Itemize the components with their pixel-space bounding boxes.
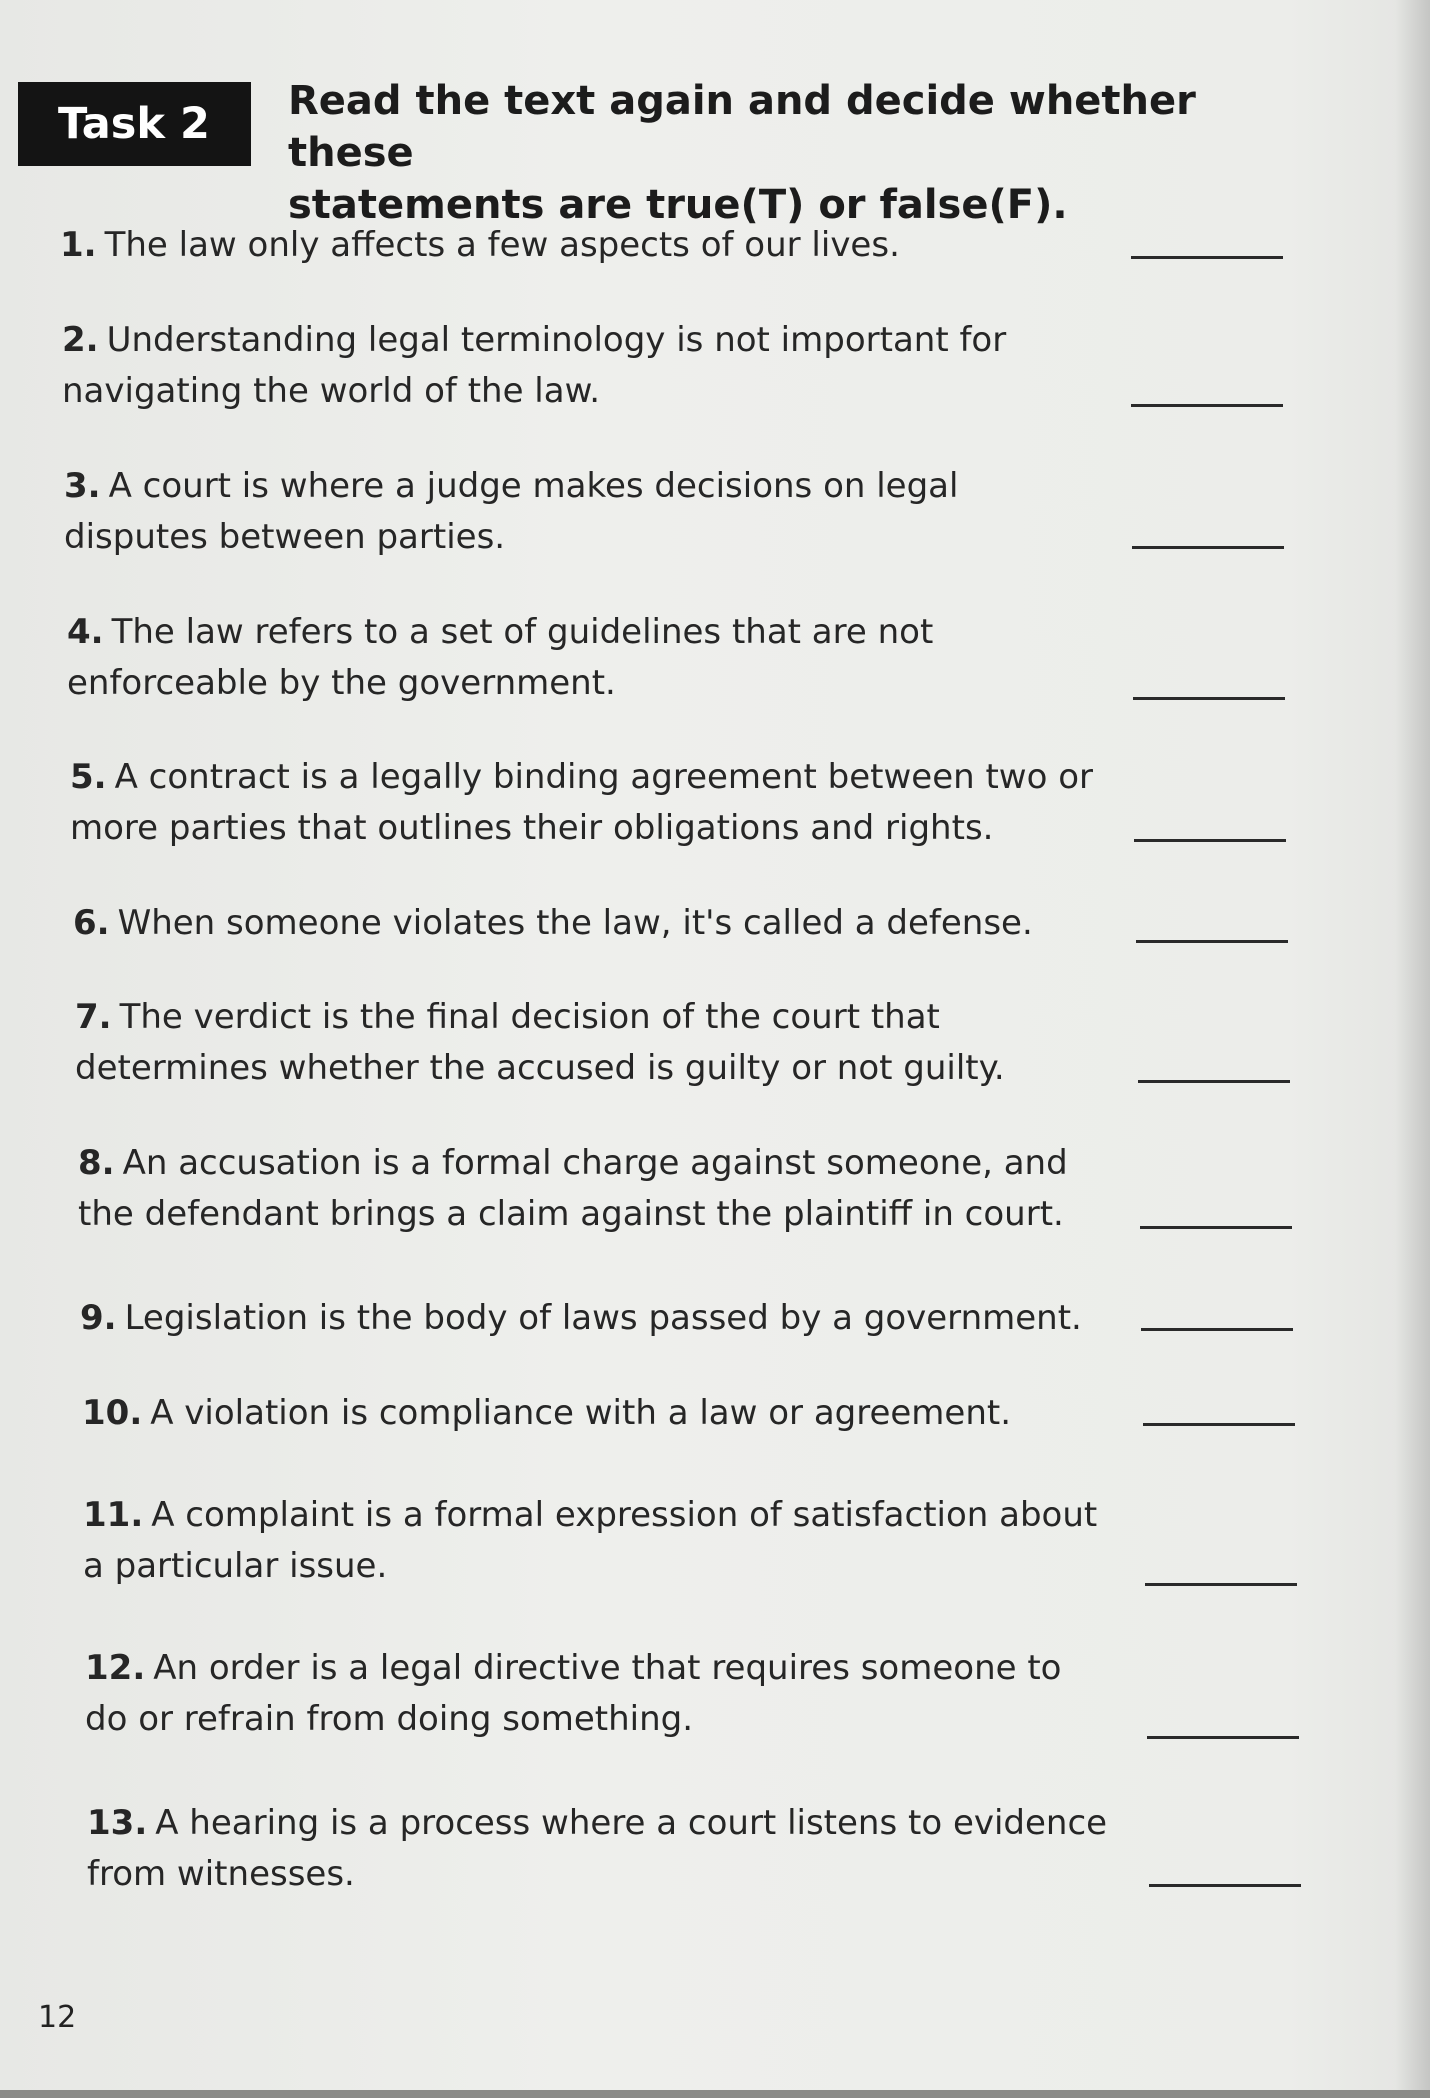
answer-blank-11[interactable] <box>1145 1583 1297 1586</box>
question-text: A complaint is a formal expression of satisfaction about <box>151 1495 1098 1535</box>
question-2 <box>62 315 1092 417</box>
question-text: Legislation is the body of laws passed by a government. <box>124 1298 1082 1338</box>
question-12 <box>85 1643 1115 1745</box>
answer-blank-4[interactable] <box>1133 697 1285 700</box>
question-number: 6. <box>73 903 110 943</box>
question-7 <box>75 992 1105 1094</box>
answer-blank-9[interactable] <box>1141 1328 1293 1331</box>
answer-blank-7[interactable] <box>1138 1080 1290 1083</box>
answer-blank-2[interactable] <box>1131 404 1283 407</box>
answer-blank-13[interactable] <box>1149 1884 1301 1887</box>
question-9 <box>80 1293 1110 1344</box>
page-number: 12 <box>38 2000 77 2035</box>
task-instruction <box>288 75 1288 231</box>
question-text: The law only affects a few aspects of our lives. <box>104 225 900 265</box>
question-number: 1. <box>60 225 97 265</box>
question-number: 9. <box>80 1298 117 1338</box>
question-text: The verdict is the final decision of the court that <box>119 997 940 1037</box>
question-text: A court is where a judge makes decisions on legal <box>108 466 959 506</box>
question-text: When someone violates the law, it's called a defense. <box>117 903 1033 943</box>
question-number: 2. <box>62 320 99 360</box>
question-number: 3. <box>64 466 101 506</box>
question-number: 7. <box>75 997 112 1037</box>
question-text: A hearing is a process where a court listens to evidence <box>155 1803 1108 1843</box>
question-6 <box>73 898 1103 949</box>
answer-blank-3[interactable] <box>1132 546 1284 549</box>
question-text-continued: from witnesses. <box>87 1854 355 1894</box>
question-number: 10. <box>82 1393 143 1433</box>
question-number: 13. <box>87 1803 148 1843</box>
answer-blank-12[interactable] <box>1147 1736 1299 1739</box>
question-8 <box>78 1138 1108 1240</box>
question-number: 12. <box>85 1648 146 1688</box>
question-text: The law refers to a set of guidelines that are not <box>111 612 934 652</box>
question-number: 11. <box>83 1495 144 1535</box>
question-13 <box>87 1798 1117 1900</box>
question-text-continued: enforceable by the government. <box>67 663 616 703</box>
question-4 <box>67 607 1097 709</box>
question-text: Understanding legal terminology is not important for <box>106 320 1007 360</box>
answer-blank-10[interactable] <box>1143 1423 1295 1426</box>
question-11 <box>83 1490 1113 1592</box>
question-text: An accusation is a formal charge against someone, and <box>122 1143 1068 1183</box>
answer-blank-5[interactable] <box>1134 839 1286 842</box>
question-text-continued: a particular issue. <box>83 1546 388 1586</box>
instruction-line-1: Read the text again and decide whether these <box>288 78 1196 176</box>
question-text-continued: navigating the world of the law. <box>62 371 601 411</box>
question-text-continued: more parties that outlines their obligations and rights. <box>70 808 994 848</box>
task-badge: Task 2 <box>18 82 251 166</box>
question-1 <box>60 220 1090 271</box>
answer-blank-8[interactable] <box>1140 1226 1292 1229</box>
question-text: A contract is a legally binding agreement between two or <box>114 757 1093 797</box>
question-text-continued: the defendant brings a claim against the plaintiff in court. <box>78 1194 1064 1234</box>
question-text-continued: disputes between parties. <box>64 517 506 557</box>
question-number: 8. <box>78 1143 115 1183</box>
instruction-line-2: statements are true(T) or false(F). <box>288 182 1068 228</box>
answer-blank-6[interactable] <box>1136 940 1288 943</box>
question-10 <box>82 1388 1112 1439</box>
question-text: An order is a legal directive that requires someone to <box>153 1648 1062 1688</box>
answer-blank-1[interactable] <box>1131 256 1283 259</box>
question-3 <box>64 461 1094 563</box>
question-5 <box>70 752 1100 854</box>
question-number: 4. <box>67 612 104 652</box>
question-text: A violation is compliance with a law or agreement. <box>150 1393 1012 1433</box>
question-number: 5. <box>70 757 107 797</box>
question-text-continued: do or refrain from doing something. <box>85 1699 694 1739</box>
question-text-continued: determines whether the accused is guilty or not guilty. <box>75 1048 1005 1088</box>
